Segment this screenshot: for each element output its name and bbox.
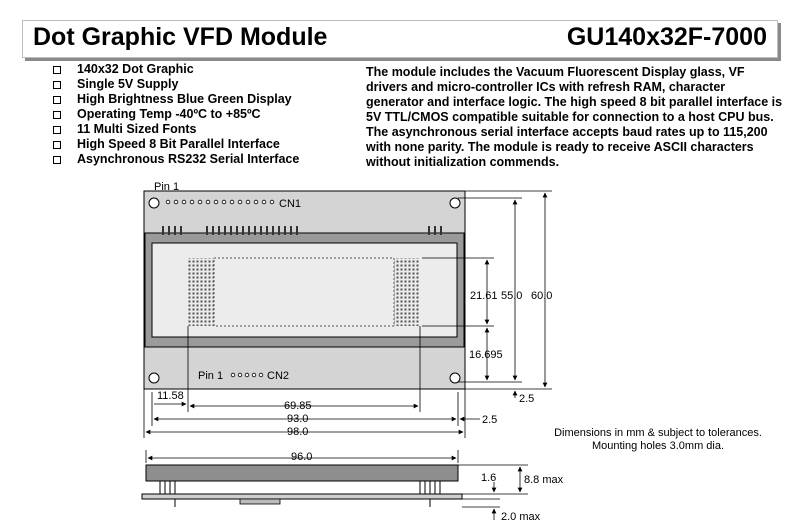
mounting-hole-icon <box>450 198 460 208</box>
dim-8-8-max: 8.8 max <box>524 474 564 486</box>
page-title: Dot Graphic VFD Module <box>33 23 328 51</box>
dim-2-5-right: 2.5 <box>482 414 498 426</box>
dim-55: 55.0 <box>501 290 523 302</box>
model-number: GU140x32F-7000 <box>566 23 767 51</box>
mounting-hole-icon <box>149 198 159 208</box>
dim-1-6: 1.6 <box>481 472 497 484</box>
dim-2-0-max: 2.0 max <box>501 511 541 523</box>
mounting-hole-icon <box>450 373 460 383</box>
dim-69-85: 69.85 <box>284 400 312 412</box>
dimension-note-line1: Dimensions in mm & subject to tolerances. <box>554 427 762 439</box>
feature-item: 140x32 Dot Graphic <box>53 62 299 77</box>
side-view-component <box>240 499 280 504</box>
dim-96: 96.0 <box>291 451 313 463</box>
dimension-note <box>538 427 778 453</box>
dim-2-5-bottom: 2.5 <box>519 393 535 405</box>
dim-16-695: 16.695 <box>469 349 503 361</box>
dim-98: 98.0 <box>287 426 309 438</box>
dimension-note-line2: Mounting holes 3.0mm dia. <box>591 440 725 452</box>
cn1-label: CN1 <box>279 198 302 210</box>
feature-item: High Speed 8 Bit Parallel Interface <box>53 137 299 152</box>
feature-item: Asynchronous RS232 Serial Interface <box>53 152 299 167</box>
feature-item: High Brightness Blue Green Display <box>53 92 299 107</box>
mounting-hole-icon <box>149 373 159 383</box>
pin1-top-label: Pin 1 <box>154 181 180 193</box>
dim-21-61: 21.61 <box>470 290 498 302</box>
dot-matrix-right <box>394 258 420 326</box>
pin1-bottom-label: Pin 1 <box>198 370 224 382</box>
cn2-label: CN2 <box>267 370 290 382</box>
dim-11-58: 11.58 <box>157 390 184 402</box>
side-view-glass <box>146 465 458 481</box>
feature-item: Operating Temp -40ºC to +85ºC <box>53 107 299 122</box>
module-description: The module includes the Vacuum Fluorescent Display glass, VF drivers and micro-controller ICs with refresh RAM, character generator and interface logic. The high speed 8 bit parallel interface is 5V TTL/CMOS compatible suitable for connection to a host CPU bus. The asynchronous serial interface accepts baud rates up to 115,200 with none parity. The module is ready to receive ASCII characters without initialization commends. <box>366 65 783 169</box>
dim-93: 93.0 <box>287 413 309 425</box>
dim-60: 60.0 <box>531 290 553 302</box>
feature-item: 11 Multi Sized Fonts <box>53 122 299 137</box>
feature-item: Single 5V Supply <box>53 77 299 92</box>
side-view-pcb <box>142 494 462 499</box>
dot-matrix-left <box>188 258 214 326</box>
